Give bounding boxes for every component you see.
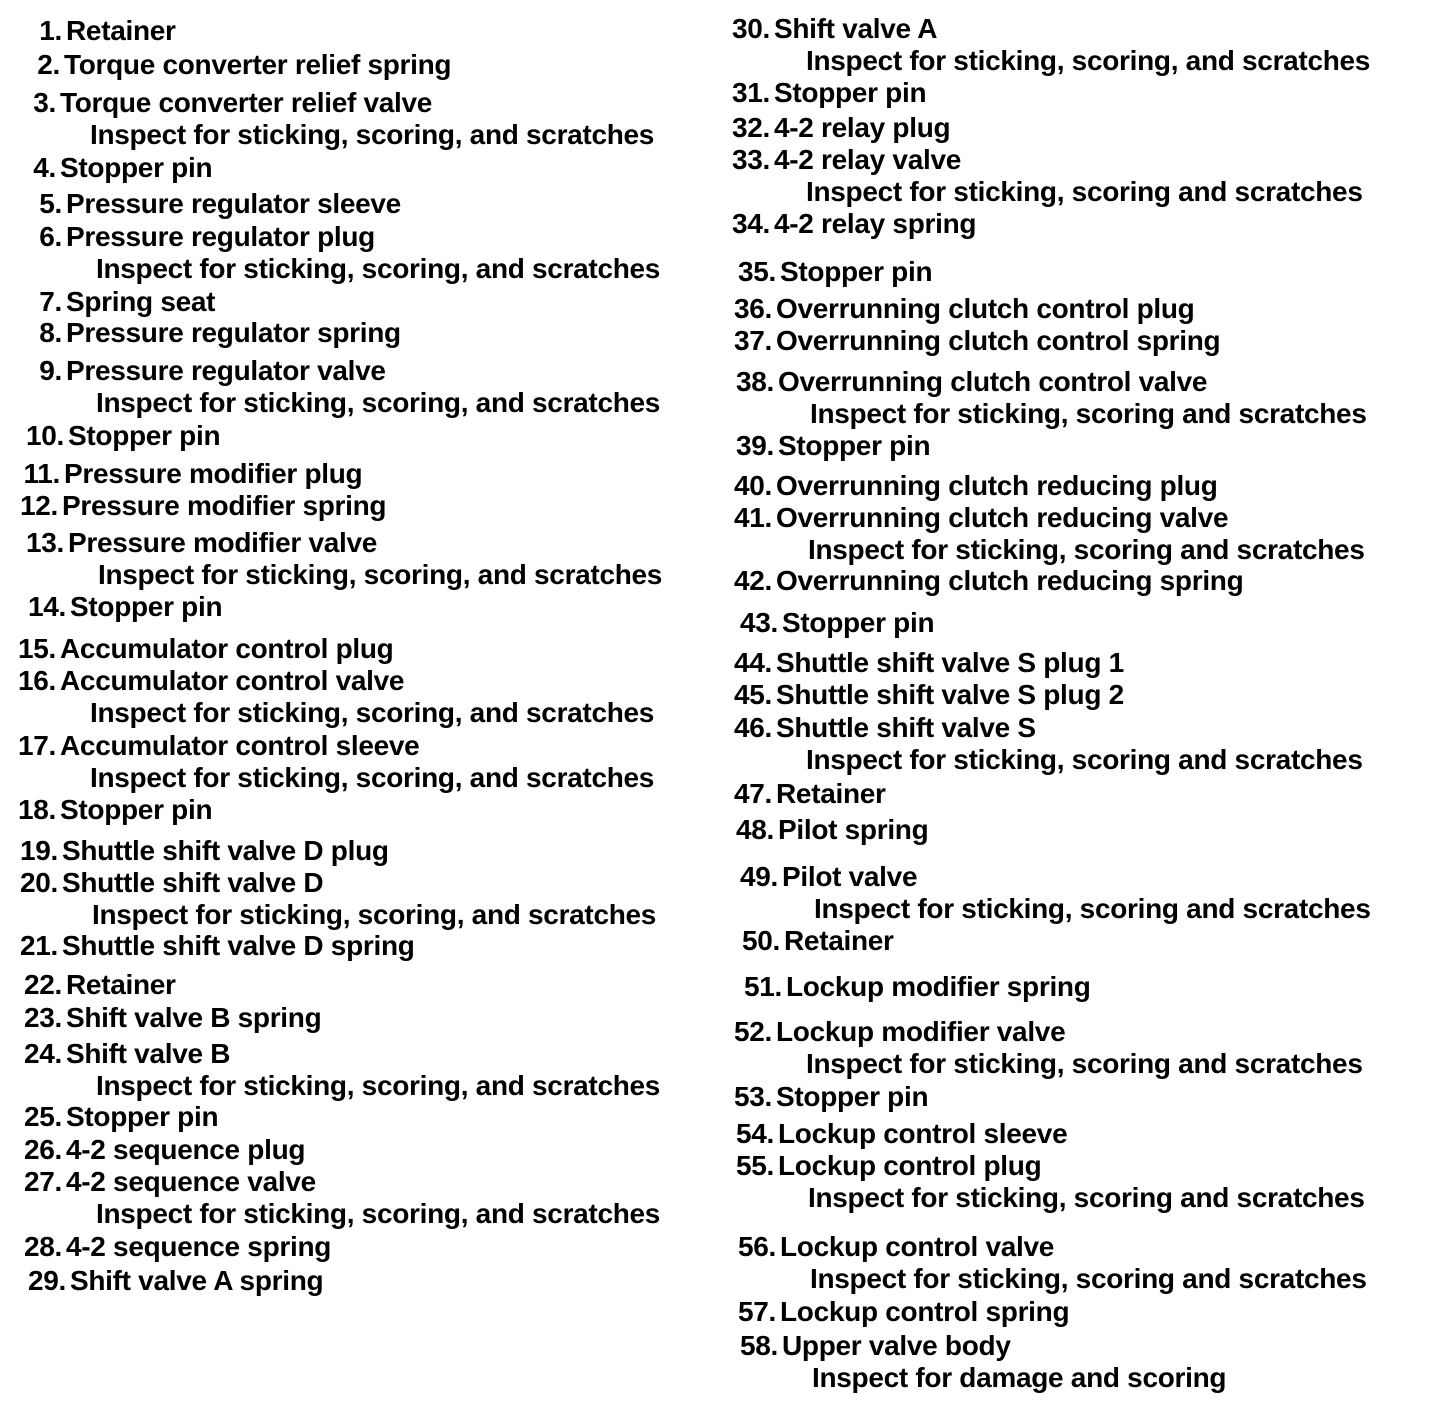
part-number: 58. <box>739 1330 778 1361</box>
part-item-6 <box>0 222 375 252</box>
part-item-54 <box>708 1119 1067 1149</box>
part-item-56 <box>710 1232 1054 1262</box>
part-number: 54. <box>735 1118 774 1149</box>
part-label: Stopper pin <box>68 420 221 451</box>
part-item-3 <box>0 88 432 118</box>
part-number: 57. <box>737 1296 776 1327</box>
part-number: 26. <box>23 1134 62 1165</box>
inspection-note-20: Inspect for sticking, scoring, and scratches <box>92 899 657 930</box>
part-label: Retainer <box>784 925 894 956</box>
part-number: 56. <box>737 1231 776 1262</box>
part-item-15 <box>0 634 393 664</box>
part-item-8 <box>0 318 401 348</box>
part-item-46 <box>706 713 1036 743</box>
part-number: 30. <box>731 13 770 44</box>
inspection-note-58: Inspect for damage and scoring <box>812 1362 1227 1393</box>
part-label: Overrunning clutch control spring <box>776 325 1221 356</box>
part-number: 15. <box>17 633 56 664</box>
part-label: Stopper pin <box>780 256 933 287</box>
part-label: 4-2 sequence valve <box>66 1166 316 1197</box>
part-label: Pressure regulator plug <box>66 221 375 252</box>
part-item-40 <box>706 471 1218 501</box>
part-item-30 <box>704 14 937 44</box>
inspection-note-33: Inspect for sticking, scoring and scratches <box>806 176 1363 207</box>
part-label: Pilot spring <box>778 814 929 845</box>
part-number: 2. <box>37 49 60 80</box>
part-number: 55. <box>735 1150 774 1181</box>
part-number: 8. <box>39 317 62 348</box>
part-item-38 <box>708 367 1207 397</box>
part-label: Lockup control spring <box>780 1296 1070 1327</box>
inspection-note-3: Inspect for sticking, scoring, and scratches <box>90 119 655 150</box>
part-number: 49. <box>739 861 778 892</box>
part-number: 20. <box>19 867 58 898</box>
part-item-9 <box>0 356 386 386</box>
part-item-28 <box>0 1232 331 1262</box>
part-number: 9. <box>39 355 62 386</box>
part-label: Torque converter relief spring <box>64 49 452 80</box>
part-item-39 <box>708 431 930 461</box>
part-number: 13. <box>25 527 64 558</box>
part-label: 4-2 sequence plug <box>66 1134 306 1165</box>
part-item-26 <box>0 1135 305 1165</box>
part-item-55 <box>708 1151 1041 1181</box>
part-number: 43. <box>739 607 778 638</box>
part-label: Pressure regulator valve <box>66 355 386 386</box>
part-label: Lockup modifier spring <box>786 971 1091 1002</box>
part-number: 53. <box>733 1081 772 1112</box>
inspection-note-46: Inspect for sticking, scoring and scratches <box>806 744 1363 775</box>
part-number: 36. <box>733 293 772 324</box>
part-number: 6. <box>39 221 62 252</box>
part-label: Overrunning clutch control plug <box>776 293 1195 324</box>
part-item-29 <box>0 1266 323 1296</box>
part-item-49 <box>712 862 917 892</box>
part-item-33 <box>704 145 961 175</box>
part-number: 18. <box>17 794 56 825</box>
part-label: Overrunning clutch control valve <box>778 366 1208 397</box>
part-number: 44. <box>733 647 772 678</box>
part-label: Stopper pin <box>70 591 223 622</box>
part-number: 46. <box>733 712 772 743</box>
part-label: Stopper pin <box>66 1101 219 1132</box>
part-number: 39. <box>735 430 774 461</box>
inspection-note-27: Inspect for sticking, scoring, and scratches <box>96 1198 661 1229</box>
part-item-57 <box>710 1297 1069 1327</box>
part-label: Lockup control plug <box>778 1150 1042 1181</box>
part-item-34 <box>704 209 976 239</box>
part-label: Shift valve A spring <box>70 1265 324 1296</box>
part-item-4 <box>0 153 212 183</box>
part-label: Pressure modifier spring <box>62 490 387 521</box>
part-item-27 <box>0 1167 316 1197</box>
part-item-18 <box>0 795 212 825</box>
part-number: 47. <box>733 778 772 809</box>
part-label: Lockup modifier valve <box>776 1016 1066 1047</box>
part-item-2 <box>0 50 451 80</box>
inspection-note-13: Inspect for sticking, scoring, and scratches <box>98 559 663 590</box>
part-item-13 <box>0 528 377 558</box>
part-label: Pressure regulator sleeve <box>66 188 401 219</box>
part-label: Upper valve body <box>782 1330 1011 1361</box>
part-item-22 <box>0 970 176 1000</box>
part-number: 5. <box>39 188 62 219</box>
part-item-48 <box>708 815 928 845</box>
part-number: 23. <box>23 1002 62 1033</box>
part-label: Stopper pin <box>60 152 213 183</box>
part-number: 10. <box>25 420 64 451</box>
part-item-12 <box>0 491 386 521</box>
part-label: Shuttle shift valve S plug 2 <box>776 679 1124 710</box>
inspection-note-24: Inspect for sticking, scoring, and scratches <box>96 1070 661 1101</box>
part-item-11 <box>0 459 362 489</box>
part-label: Shuttle shift valve S <box>776 712 1036 743</box>
part-number: 21. <box>19 930 58 961</box>
part-number: 37. <box>733 325 772 356</box>
part-item-10 <box>0 421 220 451</box>
part-item-44 <box>706 648 1124 678</box>
inspection-note-41: Inspect for sticking, scoring and scratches <box>808 534 1365 565</box>
part-label: Pressure modifier valve <box>68 527 378 558</box>
part-label: 4-2 relay valve <box>774 144 961 175</box>
part-label: Torque converter relief valve <box>60 87 433 118</box>
part-label: 4-2 relay spring <box>774 208 977 239</box>
part-item-17 <box>0 731 419 761</box>
inspection-note-55: Inspect for sticking, scoring and scratches <box>808 1182 1365 1213</box>
part-label: Stopper pin <box>782 607 935 638</box>
part-item-45 <box>706 680 1124 710</box>
part-label: Pilot valve <box>782 861 918 892</box>
part-number: 16. <box>17 665 56 696</box>
part-number: 17. <box>17 730 56 761</box>
part-label: Pressure regulator spring <box>66 317 401 348</box>
part-label: Accumulator control plug <box>60 633 394 664</box>
part-label: Pressure modifier plug <box>64 458 363 489</box>
inspection-note-52: Inspect for sticking, scoring and scratches <box>806 1048 1363 1079</box>
part-number: 25. <box>23 1101 62 1132</box>
part-label: Accumulator control sleeve <box>60 730 420 761</box>
part-number: 35. <box>737 256 776 287</box>
part-label: Stopper pin <box>60 794 213 825</box>
part-number: 52. <box>733 1016 772 1047</box>
part-label: Stopper pin <box>774 77 927 108</box>
part-label: Shift valve B <box>66 1038 231 1069</box>
part-item-58 <box>712 1331 1011 1361</box>
part-item-47 <box>706 779 886 809</box>
part-label: Spring seat <box>66 286 216 317</box>
part-number: 42. <box>733 565 772 596</box>
part-label: Shuttle shift valve D plug <box>62 835 389 866</box>
part-item-14 <box>0 592 222 622</box>
part-number: 41. <box>733 502 772 533</box>
part-item-52 <box>706 1017 1065 1047</box>
part-item-20 <box>0 868 323 898</box>
inspection-note-56: Inspect for sticking, scoring and scratches <box>810 1263 1367 1294</box>
part-number: 48. <box>735 814 774 845</box>
part-number: 22. <box>23 969 62 1000</box>
part-label: Lockup control valve <box>780 1231 1055 1262</box>
part-item-51 <box>716 972 1091 1002</box>
part-item-42 <box>706 566 1243 596</box>
part-label: Overrunning clutch reducing valve <box>776 502 1229 533</box>
part-number: 28. <box>23 1231 62 1262</box>
part-number: 33. <box>731 144 770 175</box>
part-item-21 <box>0 931 415 961</box>
part-item-25 <box>0 1102 218 1132</box>
part-label: Shuttle shift valve D spring <box>62 930 415 961</box>
part-number: 31. <box>731 77 770 108</box>
part-number: 14. <box>27 591 66 622</box>
part-item-19 <box>0 836 389 866</box>
part-label: 4-2 sequence spring <box>66 1231 332 1262</box>
part-number: 1. <box>39 15 62 46</box>
part-item-5 <box>0 189 401 219</box>
part-number: 29. <box>27 1265 66 1296</box>
part-item-43 <box>712 608 934 638</box>
part-item-37 <box>706 326 1220 356</box>
part-item-53 <box>706 1082 928 1112</box>
inspection-note-16: Inspect for sticking, scoring, and scratches <box>90 697 655 728</box>
part-label: Overrunning clutch reducing spring <box>776 565 1244 596</box>
part-item-36 <box>706 294 1194 324</box>
part-number: 27. <box>23 1166 62 1197</box>
part-label: Accumulator control valve <box>60 665 405 696</box>
part-number: 4. <box>33 152 56 183</box>
part-label: Stopper pin <box>776 1081 929 1112</box>
part-label: Retainer <box>66 15 176 46</box>
part-number: 34. <box>731 208 770 239</box>
inspection-note-9: Inspect for sticking, scoring, and scratches <box>96 387 661 418</box>
part-item-1 <box>0 16 176 46</box>
part-label: Lockup control sleeve <box>778 1118 1068 1149</box>
part-label: Retainer <box>776 778 886 809</box>
part-label: Shuttle shift valve S plug 1 <box>776 647 1124 678</box>
part-item-50 <box>714 926 894 956</box>
part-label: 4-2 relay plug <box>774 112 951 143</box>
part-number: 51. <box>743 971 782 1002</box>
part-number: 45. <box>733 679 772 710</box>
part-number: 40. <box>733 470 772 501</box>
part-label: Stopper pin <box>778 430 931 461</box>
part-number: 3. <box>33 87 56 118</box>
inspection-note-6: Inspect for sticking, scoring, and scratches <box>96 253 661 284</box>
part-number: 11. <box>23 458 60 489</box>
part-item-16 <box>0 666 404 696</box>
inspection-note-38: Inspect for sticking, scoring and scratches <box>810 398 1367 429</box>
part-item-32 <box>704 113 950 143</box>
inspection-note-30: Inspect for sticking, scoring, and scratches <box>806 45 1371 76</box>
part-number: 38. <box>735 366 774 397</box>
part-item-35 <box>710 257 932 287</box>
part-label: Shift valve A <box>774 13 938 44</box>
part-number: 19. <box>19 835 58 866</box>
inspection-note-17: Inspect for sticking, scoring, and scratches <box>90 762 655 793</box>
part-item-31 <box>704 78 926 108</box>
part-label: Shift valve B spring <box>66 1002 322 1033</box>
part-item-24 <box>0 1039 230 1069</box>
part-label: Shuttle shift valve D <box>62 867 324 898</box>
part-label: Overrunning clutch reducing plug <box>776 470 1218 501</box>
part-label: Retainer <box>66 969 176 1000</box>
part-number: 50. <box>741 925 780 956</box>
part-item-23 <box>0 1003 321 1033</box>
part-number: 7. <box>39 286 62 317</box>
part-number: 12. <box>19 490 58 521</box>
part-number: 24. <box>23 1038 62 1069</box>
inspection-note-49: Inspect for sticking, scoring and scratches <box>814 893 1371 924</box>
part-number: 32. <box>731 112 770 143</box>
part-item-41 <box>706 503 1228 533</box>
part-item-7 <box>0 287 215 317</box>
